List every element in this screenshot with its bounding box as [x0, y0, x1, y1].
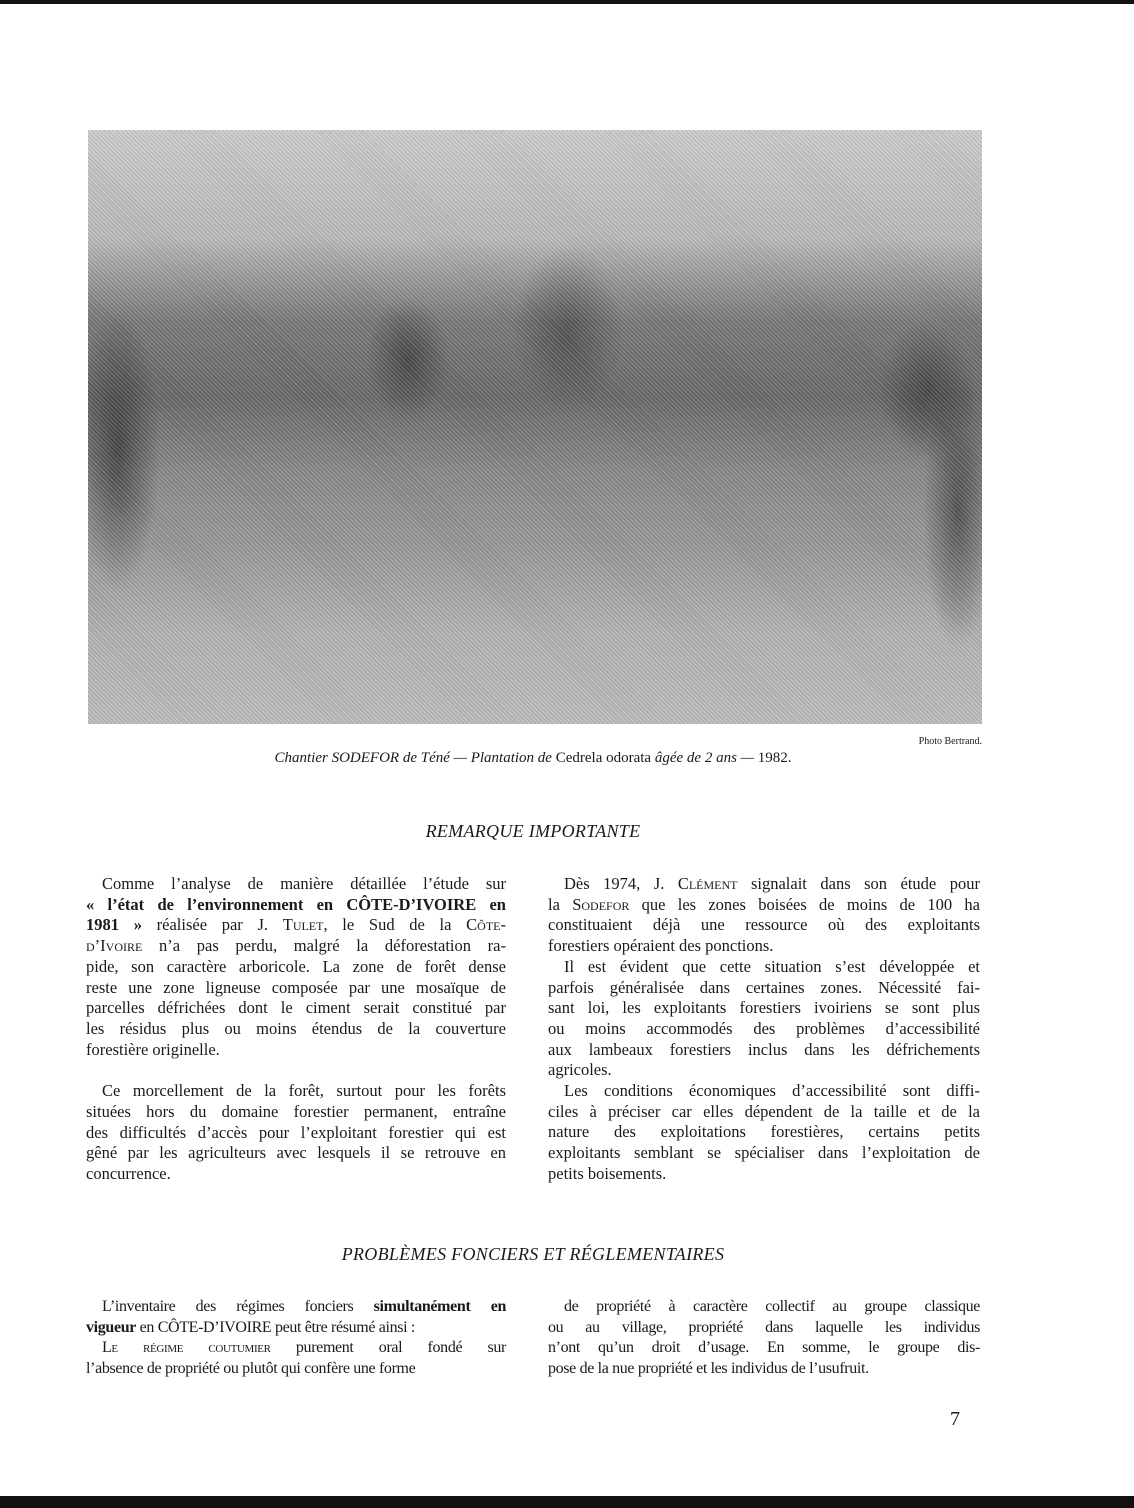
- text-run: ciles à préciser car elles dépendent de la taille et de la: [548, 1101, 980, 1121]
- text-run: Le régime coutumier: [102, 1339, 271, 1356]
- text-run: nature des exploitations forestières, certains petits: [548, 1122, 980, 1142]
- text-line: [86, 936, 506, 956]
- text-line: [564, 874, 980, 894]
- text-run: réalisée par J.: [141, 915, 283, 935]
- text-run: que les zones boisées de moins de 100 ha: [629, 894, 980, 914]
- text-run: ou moins accommodés des problèmes d’accessibilité: [548, 1018, 980, 1038]
- text-run: agricoles.: [548, 1060, 612, 1080]
- photo-credit: Photo Bertrand.: [918, 736, 982, 747]
- text-line: [548, 936, 980, 956]
- text-run: constituaient déjà une ressource où des exploitants: [548, 915, 980, 935]
- text-run: pide, son caractère arboricole. La zone de forêt dense: [86, 956, 506, 976]
- text-run: en CÔTE-D’IVOIRE peut être résumé ainsi :: [136, 1318, 415, 1336]
- text-line: [548, 1359, 980, 1379]
- text-line: [548, 1164, 980, 1184]
- text-line: [86, 998, 506, 1018]
- text-run: parcelles défrichées dont le ciment serait constitué par: [86, 998, 506, 1018]
- photo-caption: [0, 750, 1066, 767]
- text-run: les résidus plus ou moins étendus de la couverture: [86, 1018, 506, 1038]
- text-run: n’ont qu’un droit d’usage. En somme, le groupe dis-: [548, 1339, 980, 1356]
- text-run: concurrence.: [86, 1164, 171, 1184]
- text-line: [548, 978, 980, 998]
- text-line: [86, 1123, 506, 1143]
- text-run: sant loi, les exploitants forestiers ivoiriens se sont plus: [548, 998, 980, 1018]
- text-run: ou au village, propriété dans laquelle les individus: [548, 1318, 980, 1336]
- caption-species: Cedrela odorata: [555, 750, 652, 766]
- text-run: l’absence de propriété ou plutôt qui confère une forme: [86, 1359, 416, 1377]
- section-heading-remarque: REMARQUE IMPORTANTE: [425, 821, 641, 841]
- text-line: [86, 957, 506, 977]
- text-line: [102, 874, 506, 894]
- section-heading-problemes: PROBLÈMES FONCIERS ET RÉGLEMENTAIRES: [341, 1244, 725, 1264]
- caption-part: âgée de 2 ans —: [651, 750, 758, 766]
- text-line: [548, 1102, 980, 1122]
- text-line: [86, 1143, 506, 1163]
- text-line: [564, 1081, 980, 1101]
- scan-border-bottom: [0, 1496, 1134, 1508]
- text-run: forestière originelle.: [86, 1039, 220, 1059]
- text-run: Les conditions économiques d’accessibilité sont diffi-: [564, 1081, 980, 1100]
- caption-part: Chantier SODEFOR de Téné — Plantation de: [274, 750, 556, 766]
- text-line: [86, 978, 506, 998]
- text-run: simultanément en: [373, 1298, 506, 1315]
- page-number: 7: [950, 1408, 960, 1430]
- text-line: [102, 1081, 506, 1101]
- text-run: de propriété à caractère collectif au groupe classique: [564, 1298, 980, 1315]
- photo-plantation: [88, 130, 982, 724]
- text-run: d’Ivoire: [86, 936, 143, 956]
- text-run: 1981 »: [86, 915, 142, 935]
- text-line: [548, 1060, 980, 1080]
- text-line: [86, 1102, 506, 1122]
- text-line: [548, 1040, 980, 1060]
- text-line: [86, 915, 506, 935]
- text-run: L’inventaire des régimes fonciers: [102, 1298, 374, 1315]
- text-line: [548, 998, 980, 1018]
- text-line: [548, 895, 980, 915]
- text-run: signalait dans son étude pour: [737, 874, 980, 893]
- text-run: pose de la nue propriété et les individus de l’usufruit.: [548, 1359, 869, 1377]
- text-run: la: [548, 894, 573, 914]
- text-run: petits boisements.: [548, 1163, 667, 1183]
- text-line: [86, 1318, 506, 1338]
- text-run: forestiers opéraient des ponctions.: [548, 936, 774, 956]
- text-line: [86, 1040, 506, 1060]
- text-line: [548, 1338, 980, 1358]
- text-line: [548, 1318, 980, 1338]
- text-run: Comme l’analyse de manière détaillée l’étude sur: [102, 874, 506, 893]
- text-line: [548, 915, 980, 935]
- text-line: [86, 1019, 506, 1039]
- text-run: Il est évident que cette situation s’est développée et: [564, 956, 980, 976]
- text-line: [564, 1297, 980, 1317]
- caption-year: 1982.: [757, 750, 792, 766]
- text-run: Côte-: [466, 915, 506, 935]
- text-run: , le Sud de la: [323, 915, 467, 935]
- text-line: [102, 1297, 506, 1317]
- text-run: Dès 1974, J.: [564, 874, 678, 893]
- text-line: [86, 1164, 506, 1184]
- text-run: Ce morcellement de la forêt, surtout pour les forêts: [102, 1081, 506, 1101]
- text-line: [548, 1143, 980, 1163]
- text-line: [86, 1359, 506, 1379]
- text-run: situées hors du domaine forestier permanent, entraîne: [86, 1102, 506, 1121]
- text-run: « l’état de l’environnement en CÔTE-D’IVOIRE en: [86, 894, 506, 914]
- text-line: [86, 895, 506, 915]
- text-run: exploitants semblant se spécialiser dans l’exploitation de: [548, 1143, 980, 1163]
- text-run: aux lambeaux forestiers inclus dans les défrichements: [548, 1039, 980, 1059]
- text-run: Tulet: [282, 915, 324, 935]
- text-run: parfois généralisée dans certaines zones. Nécessité fai-: [548, 977, 980, 997]
- text-run: purement oral fondé sur: [270, 1339, 506, 1356]
- text-run: gêné par les agriculteurs avec lesquels il se retrouve en: [86, 1143, 506, 1163]
- text-line: [548, 1122, 980, 1142]
- text-run: Clément: [677, 874, 738, 893]
- text-run: Sodefor: [572, 894, 630, 914]
- text-run: vigueur: [86, 1318, 136, 1336]
- text-run: reste une zone ligneuse composée par une mosaïque de: [86, 977, 506, 997]
- scan-border-top: [0, 0, 1134, 4]
- text-run: n’a pas perdu, malgré la déforestation ra-: [142, 936, 506, 956]
- text-line: [548, 1019, 980, 1039]
- text-line: [102, 1338, 506, 1358]
- text-run: des difficultés d’accès pour l’exploitant forestier qui est: [86, 1122, 506, 1142]
- text-line: [564, 957, 980, 977]
